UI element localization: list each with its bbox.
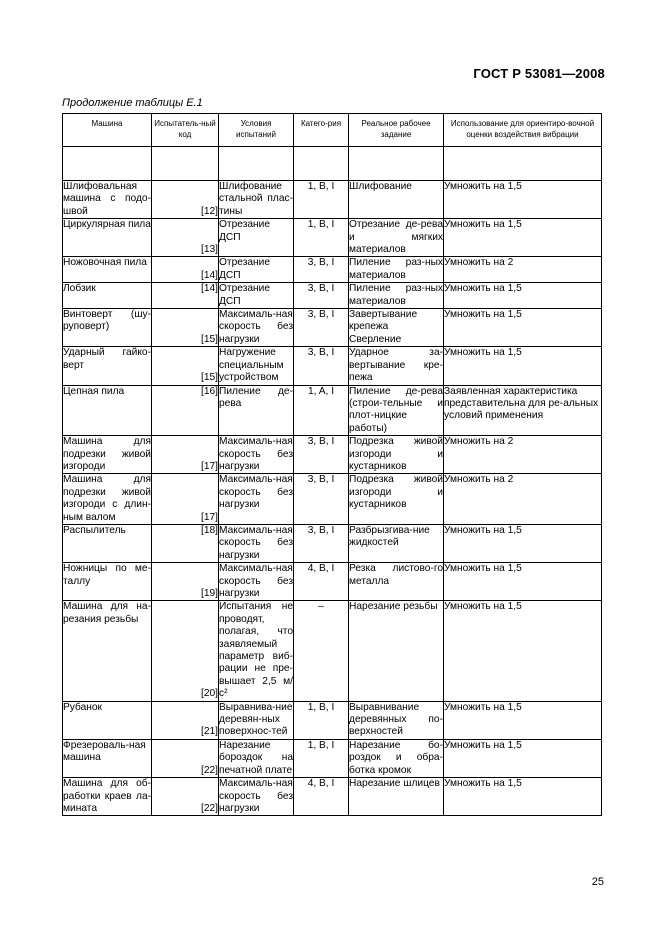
header-conditions: Условия испытаний bbox=[219, 114, 294, 147]
table-header-row bbox=[63, 114, 602, 147]
cell-machine: Распылитель bbox=[63, 524, 152, 562]
cell-category: 3, B, I bbox=[294, 524, 349, 562]
cell-real-task: Резка листово-го металла bbox=[349, 563, 444, 601]
table-row bbox=[63, 739, 602, 777]
cell-machine: Цепная пила bbox=[63, 385, 152, 436]
cell-conditions: Максималь-ная скорость без нагрузки bbox=[219, 474, 294, 525]
cell-category: 4, B, I bbox=[294, 778, 349, 816]
cell-category: 1, B, I bbox=[294, 181, 349, 219]
cell-usage: Умножить на 1,5 bbox=[444, 524, 602, 562]
cell-machine: Машина для об-работки краев ла-мината bbox=[63, 778, 151, 814]
cell-category: 1, B, I bbox=[294, 219, 349, 257]
cell-conditions: Отрезание ДСП bbox=[219, 283, 294, 309]
cell-code: [22] bbox=[152, 778, 219, 816]
cell-conditions: Максималь-ная скорость без нагрузки bbox=[219, 778, 293, 814]
cell-category: 3, B, I bbox=[294, 283, 349, 309]
standard-number: ГОСТ Р 53081—2008 bbox=[473, 66, 605, 81]
cell-usage: Умножить на 1,5 bbox=[444, 219, 602, 257]
header-usage: Использование для ориентиро-вочной оценки воздействия вибрации bbox=[444, 114, 602, 147]
header-machine: Машина bbox=[63, 114, 152, 147]
cell-category: – bbox=[294, 601, 349, 701]
header-real-task: Реальное рабочее задание bbox=[349, 114, 444, 147]
cell-usage: Умножить на 1,5 bbox=[444, 347, 602, 385]
table-row bbox=[63, 219, 602, 257]
cell-code: [13] bbox=[152, 219, 219, 257]
cell-real-task: Подрезка живой изгороди и кустарников bbox=[349, 474, 444, 525]
cell-usage: Умножить на 2 bbox=[444, 474, 602, 525]
cell-usage: Заявленная характеристика представительна для ре-альных условий применения bbox=[444, 385, 602, 436]
cell-code: [17] bbox=[152, 436, 219, 474]
cell-usage: Умножить на 1,5 bbox=[444, 701, 602, 739]
table-row bbox=[63, 181, 602, 219]
cell-usage: Умножить на 1,5 bbox=[444, 739, 602, 777]
cell-code: [14] bbox=[152, 283, 219, 309]
cell-real-task: Разбрызгива-ние жидкостей bbox=[349, 524, 444, 562]
cell-machine: Циркулярная пила bbox=[63, 219, 152, 257]
table-row bbox=[63, 701, 602, 739]
cell-usage: Умножить на 1,5 bbox=[444, 309, 602, 347]
cell-code: [18] bbox=[152, 524, 219, 562]
cell-conditions: Пиление де-рева bbox=[219, 385, 294, 436]
cell-real-task: Шлифование bbox=[349, 181, 444, 219]
cell-usage: Умножить на 1,5 bbox=[444, 778, 602, 816]
cell-category: 3, B, I bbox=[294, 436, 349, 474]
cell-real-task: Завертывание крепежа Сверление bbox=[349, 309, 444, 347]
cell-real-task: Пиление раз-ных материалов bbox=[349, 257, 443, 281]
cell-category: 3, B, I bbox=[294, 347, 349, 385]
cell-machine: Ударный гайко-верт bbox=[63, 347, 152, 385]
cell-conditions: Максималь-ная скорость без нагрузки bbox=[219, 436, 293, 472]
cell-machine: Винтоверт (шу-руповерт) bbox=[63, 309, 152, 347]
cell-conditions: Нарезание бороздок на печатной плате bbox=[219, 739, 293, 776]
cell-machine: Лобзик bbox=[63, 283, 152, 309]
cell-category: 1, A, I bbox=[294, 385, 349, 436]
table-row bbox=[63, 436, 602, 474]
cell-category: 1, B, I bbox=[294, 739, 349, 777]
table-row bbox=[63, 257, 602, 283]
header-code: Испытатель-ный код bbox=[152, 114, 219, 147]
cell-category: 4, B, I bbox=[294, 563, 349, 601]
cell-usage: Умножить на 1,5 bbox=[444, 601, 602, 701]
cell-conditions: Шлифование стальной плас-тины bbox=[219, 181, 293, 217]
table-row bbox=[63, 563, 602, 601]
cell-conditions: Отрезание ДСП bbox=[219, 257, 294, 283]
cell-conditions: Максималь-ная скорость без нагрузки bbox=[219, 524, 293, 561]
cell-conditions: Максималь-ная скорость без нагрузки bbox=[219, 563, 293, 599]
cell-real-task: Подрезка живой изгороди и кустарников bbox=[349, 436, 443, 472]
cell-real-task: Нарезание бо-роздок и обра-ботка кромок bbox=[349, 739, 443, 776]
table-row bbox=[63, 601, 602, 701]
cell-machine: Машина для на-резания резьбы bbox=[63, 601, 152, 701]
cell-category: 3, B, I bbox=[294, 257, 349, 283]
page-number: 25 bbox=[591, 876, 604, 888]
cell-real-task: Пиление раз-ных материалов bbox=[349, 283, 443, 307]
cell-code: [17] bbox=[152, 474, 219, 525]
vibration-table bbox=[62, 113, 602, 816]
table-spacer-row bbox=[63, 147, 602, 181]
cell-code: [21] bbox=[152, 701, 219, 739]
cell-category: 3, B, I bbox=[294, 474, 349, 525]
cell-real-task: Отрезание де-рева и мягких материалов bbox=[349, 219, 443, 256]
cell-machine: Машина для подрезки живой изгороди с длин-ным валом bbox=[63, 474, 151, 523]
table-row bbox=[63, 309, 602, 347]
cell-real-task: Выравнивание деревянных по-верхностей bbox=[349, 701, 443, 738]
cell-usage: Умножить на 1,5 bbox=[444, 181, 602, 219]
cell-real-task: Ударное за-вертывание кре-пежа bbox=[349, 347, 443, 384]
cell-conditions: Отрезание ДСП bbox=[219, 219, 294, 257]
cell-code: [22] bbox=[152, 739, 219, 777]
cell-machine: Машина для подрезки живой изгороди bbox=[63, 436, 151, 472]
table-row bbox=[63, 385, 602, 436]
cell-code: [19] bbox=[152, 563, 219, 601]
cell-code: [16] bbox=[152, 385, 219, 436]
cell-machine: Фрезероваль-ная машина bbox=[63, 739, 152, 777]
cell-conditions: Выравнива-ние деревян-ных поверхнос-тей bbox=[219, 701, 293, 738]
cell-usage: Умножить на 2 bbox=[444, 436, 602, 474]
cell-category: 3, B, I bbox=[294, 309, 349, 347]
header-category: Катего-рия bbox=[294, 114, 349, 147]
cell-real-task: Нарезание шлицев bbox=[349, 778, 444, 816]
cell-code: [12] bbox=[152, 181, 219, 219]
table-row bbox=[63, 474, 602, 525]
cell-code: [15] bbox=[152, 347, 219, 385]
cell-conditions: Испытания не проводят, полагая, что заявляемый параметр виб-рации не пре-вышает 2,5 м/с² bbox=[219, 601, 293, 700]
cell-machine: Ножовочная пила bbox=[63, 257, 152, 283]
cell-usage: Умножить на 1,5 bbox=[444, 563, 602, 601]
cell-machine: Шлифовальная машина с подо-швой bbox=[63, 181, 151, 217]
cell-code: [20] bbox=[152, 601, 219, 701]
cell-usage: Умножить на 2 bbox=[444, 257, 602, 283]
cell-conditions: Максималь-ная скорость без нагрузки bbox=[219, 309, 293, 345]
table-row bbox=[63, 524, 602, 562]
cell-machine: Рубанок bbox=[63, 701, 152, 739]
cell-code: [14] bbox=[152, 257, 219, 283]
table-row bbox=[63, 778, 602, 816]
cell-usage: Умножить на 1,5 bbox=[444, 283, 602, 309]
cell-code: [15] bbox=[152, 309, 219, 347]
cell-category: 1, B, I bbox=[294, 701, 349, 739]
cell-real-task: Нарезание резьбы bbox=[349, 601, 444, 701]
table-row bbox=[63, 347, 602, 385]
table-row bbox=[63, 283, 602, 309]
cell-conditions: Нагружение специальным устройством bbox=[219, 347, 294, 385]
cell-machine: Ножницы по ме-таллу bbox=[63, 563, 152, 601]
table-caption: Продолжение таблицы Е.1 bbox=[62, 97, 203, 109]
cell-real-task: Пиление де-рева (строи-тельные и плот-ницкие работы) bbox=[349, 385, 443, 434]
